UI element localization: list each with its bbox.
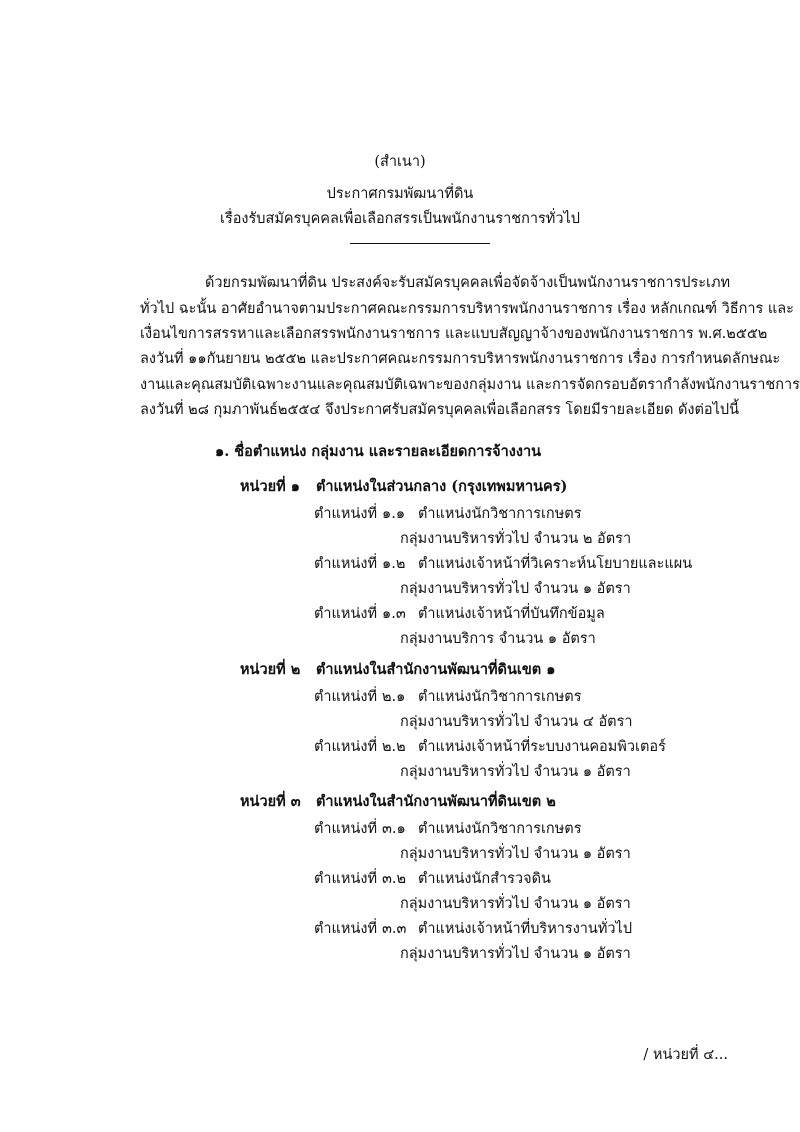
unit-label: หน่วยที่ ๒ bbox=[240, 661, 301, 678]
position-number: ๒.๒ bbox=[382, 739, 406, 755]
position-title: ตำแหน่งนักวิชาการเกษตร bbox=[418, 821, 582, 837]
intro-line: ลงวันที่ ๒๘ กุมภาพันธ์๒๕๕๔ จึงประกาศรับสมัครบุคคลเพื่อเลือกสรร โดยมีรายละเอียด ดังต่อไปนี้ bbox=[140, 402, 740, 418]
position-label: ตำแหน่งที่ bbox=[314, 689, 378, 705]
title-underline bbox=[350, 243, 490, 244]
intro-line: ทั่วไป ฉะนั้น อาศัยอำนาจตามประกาศคณะกรรมการบริหารพนักงานราชการ เรื่อง หลักเกณฑ์ วิธีการ และ bbox=[140, 301, 794, 317]
page-continuation: / หน่วยที่ ๔... bbox=[643, 1047, 728, 1063]
position-group: กลุ่มงานบริการ จำนวน ๑ อัตรา bbox=[400, 631, 596, 647]
unit-name: ตำแหน่งในสำนักงานพัฒนาที่ดินเขต ๒ bbox=[316, 793, 556, 810]
position-group: กลุ่มงานบริหารทั่วไป จำนวน ๑ อัตรา bbox=[400, 764, 631, 780]
position-group: กลุ่มงานบริหารทั่วไป จำนวน ๑ อัตรา bbox=[400, 846, 631, 862]
position-number: ๒.๑ bbox=[382, 689, 406, 705]
position-title: ตำแหน่งนักสำรวจดิน bbox=[418, 871, 551, 887]
intro-line: เงื่อนไขการสรรหาและเลือกสรรพนักงานราชการ และแบบสัญญาจ้างของพนักงานราชการ พ.ศ.๒๕๕๒ bbox=[140, 326, 768, 342]
announcement-title: ประกาศกรมพัฒนาที่ดิน bbox=[326, 186, 474, 202]
position-label: ตำแหน่งที่ bbox=[314, 506, 378, 522]
intro-line: ด้วยกรมพัฒนาที่ดิน ประสงค์จะรับสมัครบุคคลเพื่อจัดจ้างเป็นพนักงานราชการประเภท bbox=[205, 275, 731, 291]
position-title: ตำแหน่งนักวิชาการเกษตร bbox=[418, 689, 582, 705]
position-number: ๓.๑ bbox=[382, 821, 406, 837]
position-label: ตำแหน่งที่ bbox=[314, 606, 378, 622]
position-label: ตำแหน่งที่ bbox=[314, 556, 378, 572]
section-heading: ๑. ชื่อตำแหน่ง กลุ่มงาน และรายละเอียดการจ้างงาน bbox=[215, 443, 542, 460]
position-number: ๑.๓ bbox=[382, 606, 406, 622]
position-group: กลุ่มงานบริหารทั่วไป จำนวน ๑ อัตรา bbox=[400, 946, 631, 962]
announcement-subject: เรื่องรับสมัครบุคคลเพื่อเลือกสรรเป็นพนักงานราชการทั่วไป bbox=[219, 211, 581, 227]
unit-label: หน่วยที่ ๓ bbox=[240, 793, 301, 810]
unit-name: ตำแหน่งในสำนักงานพัฒนาที่ดินเขต ๑ bbox=[316, 661, 556, 678]
position-title: ตำแหน่งนักวิชาการเกษตร bbox=[418, 506, 582, 522]
intro-line: ลงวันที่ ๑๑กันยายน ๒๕๕๒ และประกาศคณะกรรมการบริหารพนักงานราชการ เรื่อง การกำหนดลักษณะ bbox=[140, 351, 781, 367]
position-label: ตำแหน่งที่ bbox=[314, 871, 378, 887]
position-label: ตำแหน่งที่ bbox=[314, 739, 378, 755]
position-number: ๓.๒ bbox=[382, 871, 407, 887]
unit-label: หน่วยที่ ๑ bbox=[240, 478, 300, 495]
position-group: กลุ่มงานบริหารทั่วไป จำนวน ๔ อัตรา bbox=[400, 714, 633, 730]
position-group: กลุ่มงานบริหารทั่วไป จำนวน ๒ อัตรา bbox=[400, 531, 632, 547]
position-title: ตำแหน่งเจ้าหน้าที่บริหารงานทั่วไป bbox=[418, 921, 633, 937]
position-group: กลุ่มงานบริหารทั่วไป จำนวน ๑ อัตรา bbox=[400, 896, 631, 912]
position-number: ๑.๒ bbox=[382, 556, 406, 572]
position-label: ตำแหน่งที่ bbox=[314, 921, 378, 937]
position-group: กลุ่มงานบริหารทั่วไป จำนวน ๑ อัตรา bbox=[400, 581, 631, 597]
position-title: ตำแหน่งเจ้าหน้าที่วิเคราะห์นโยบายและแผน bbox=[418, 556, 693, 572]
position-number: ๑.๑ bbox=[382, 506, 406, 522]
position-number: ๓.๓ bbox=[382, 921, 407, 937]
intro-line: งานและคุณสมบัติเฉพาะงานและคุณสมบัติเฉพาะของกลุ่มงาน และการจัดกรอบอัตรากำลังพนักงานราชการ bbox=[140, 377, 800, 393]
copy-mark: (สำเนา) bbox=[374, 154, 426, 170]
unit-name: ตำแหน่งในส่วนกลาง (กรุงเทพมหานคร) bbox=[316, 478, 568, 495]
position-title: ตำแหน่งเจ้าหน้าที่ระบบงานคอมพิวเตอร์ bbox=[418, 739, 666, 755]
position-label: ตำแหน่งที่ bbox=[314, 821, 378, 837]
position-title: ตำแหน่งเจ้าหน้าที่บันทึกข้อมูล bbox=[418, 606, 605, 622]
